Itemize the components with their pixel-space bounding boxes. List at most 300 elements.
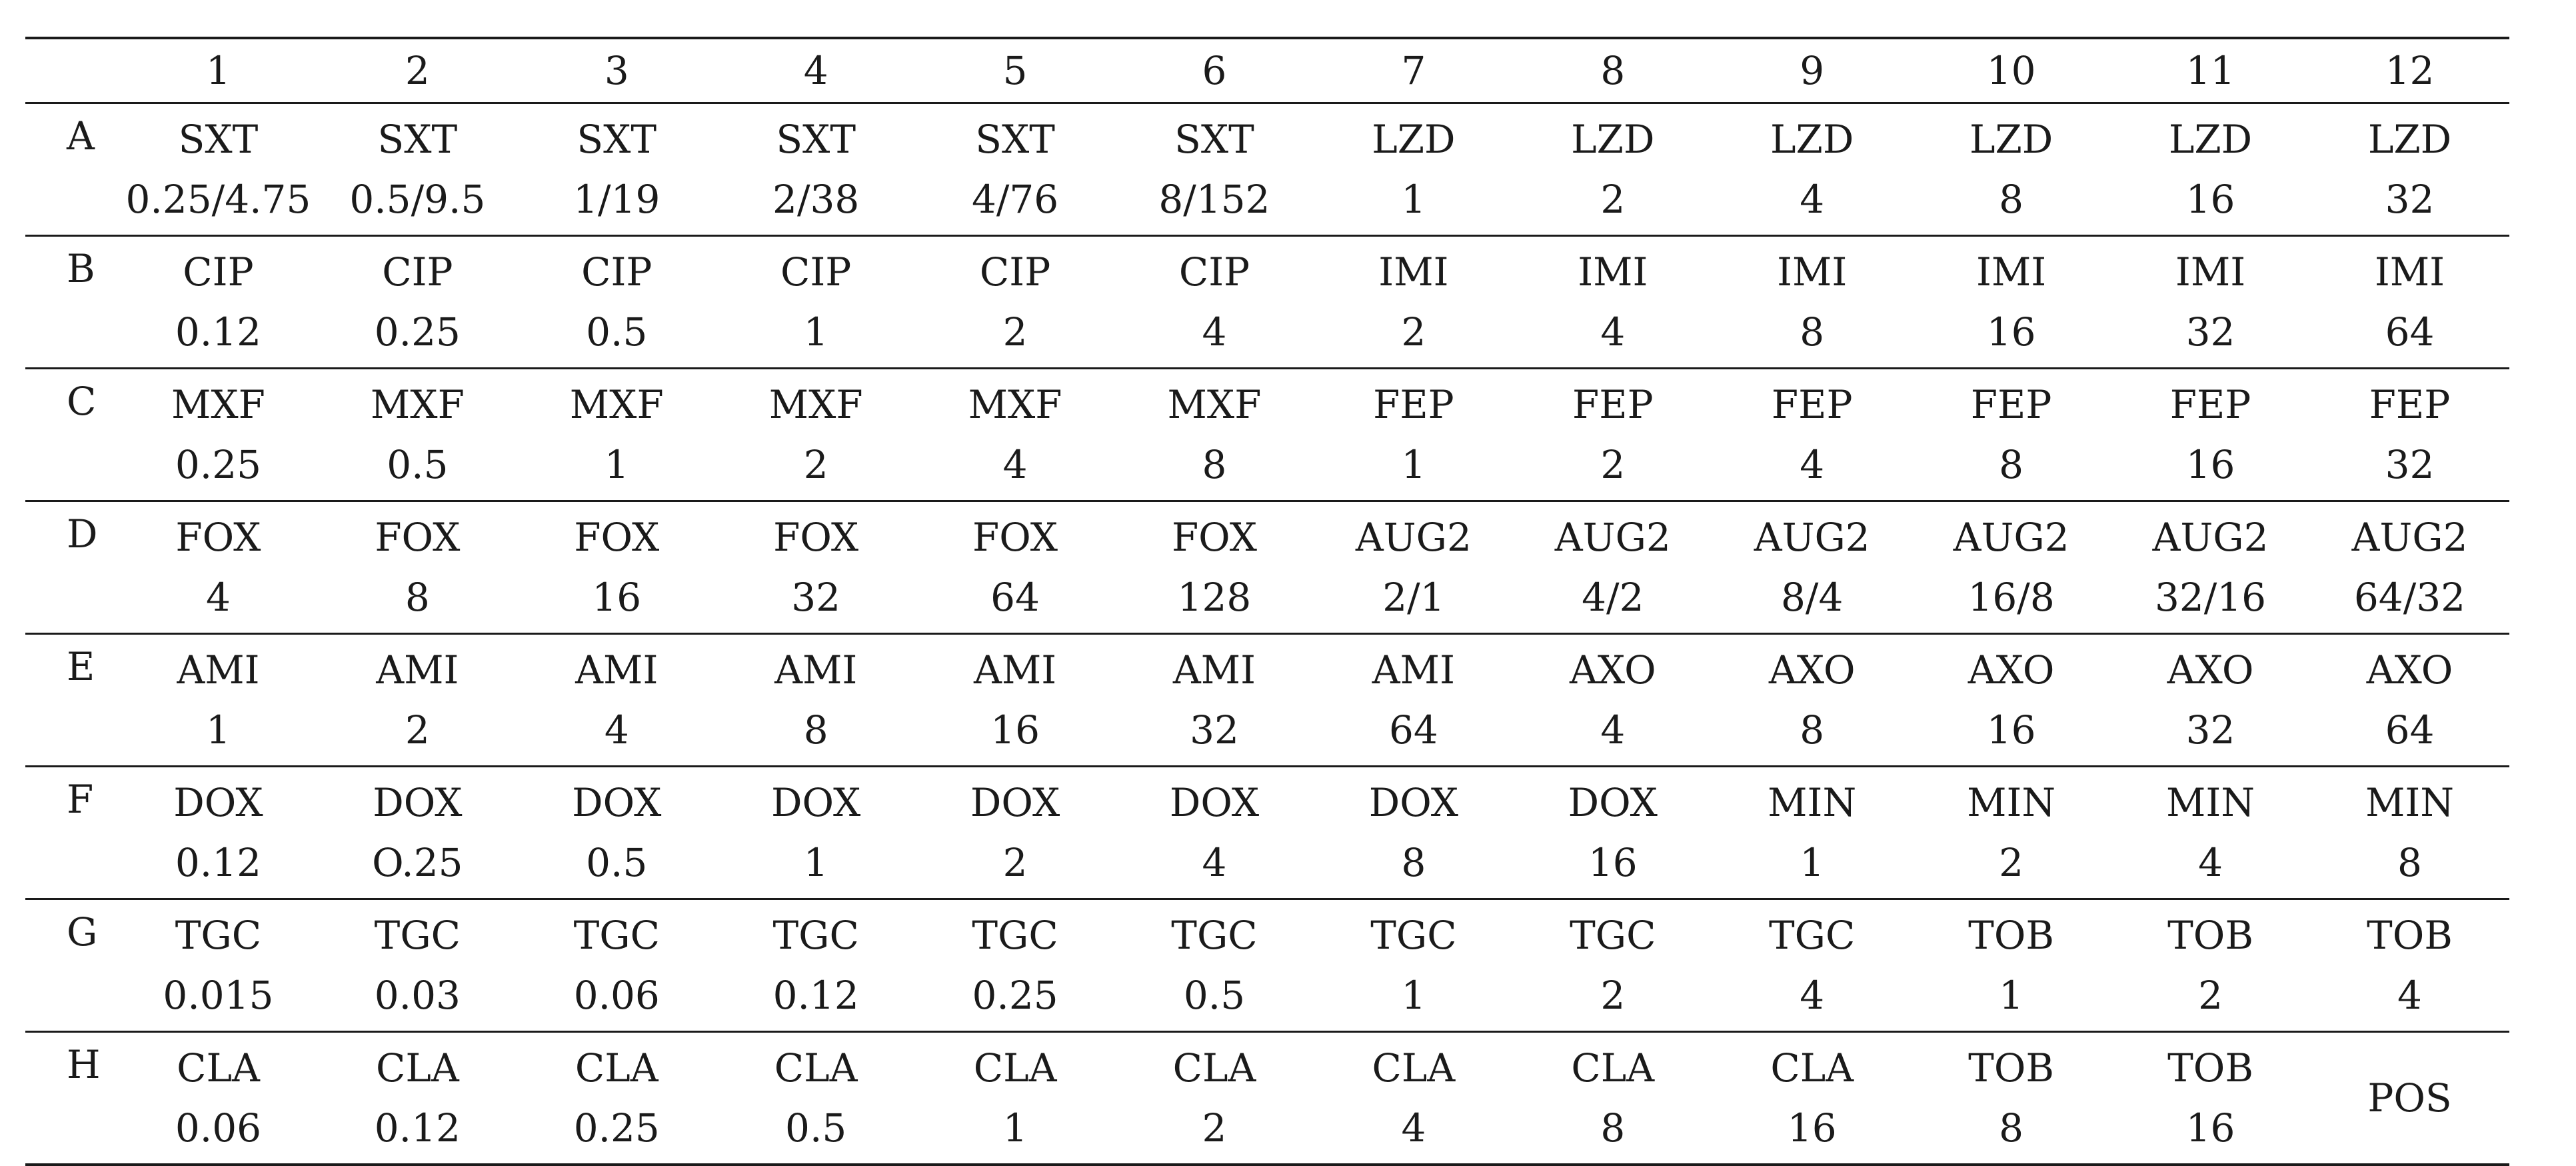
well-content xyxy=(716,242,916,362)
drug-code: LZD xyxy=(1571,117,1655,162)
well-cell xyxy=(1513,1032,1712,1165)
drug-concentration: 0.06 xyxy=(573,973,660,1018)
drug-code: IMI xyxy=(1976,249,2047,295)
drug-concentration: 0.25 xyxy=(573,1105,660,1151)
drug-code: TOB xyxy=(2367,913,2453,958)
column-header: 9 xyxy=(1712,38,1912,103)
well-cell xyxy=(1712,236,1912,369)
well-content xyxy=(1912,242,2111,362)
drug-concentration: 8 xyxy=(1999,442,2024,487)
drug-code: AUG2 xyxy=(1953,515,2069,560)
well-content xyxy=(916,773,1115,893)
well-cell xyxy=(1314,236,1513,369)
well-content xyxy=(1115,905,1314,1025)
drug-code: AMI xyxy=(1372,647,1455,693)
column-header: 7 xyxy=(1314,38,1513,103)
drug-concentration: 2 xyxy=(803,442,828,487)
drug-concentration: 16 xyxy=(2185,177,2235,222)
drug-concentration: 64 xyxy=(2385,707,2435,753)
drug-concentration: 1 xyxy=(604,442,629,487)
drug-concentration: 0.015 xyxy=(163,973,274,1018)
well-cell xyxy=(916,369,1115,501)
drug-concentration: 2 xyxy=(1600,177,1626,222)
well-content xyxy=(916,1038,1115,1158)
well-content xyxy=(716,773,916,893)
drug-concentration: 16 xyxy=(592,575,642,620)
row-label: C xyxy=(25,369,119,501)
drug-code: CLA xyxy=(1571,1045,1655,1091)
drug-code: CLA xyxy=(1172,1045,1256,1091)
well-content xyxy=(1314,905,1513,1025)
well-cell xyxy=(318,103,517,236)
drug-code: TOB xyxy=(1968,913,2055,958)
well-content xyxy=(916,507,1115,627)
drug-concentration: 4 xyxy=(1800,177,1825,222)
well-content xyxy=(318,375,517,495)
drug-concentration: 1 xyxy=(1999,973,2024,1018)
well-cell xyxy=(1513,369,1712,501)
well-cell xyxy=(119,501,318,634)
drug-code: MXF xyxy=(768,382,863,427)
well-content xyxy=(1912,773,2111,893)
well-content xyxy=(318,507,517,627)
drug-concentration: 8 xyxy=(405,575,430,620)
drug-code: SXT xyxy=(975,117,1055,162)
drug-code: IMI xyxy=(1578,249,1648,295)
well-content xyxy=(1912,640,2111,760)
drug-code: FOX xyxy=(972,515,1058,560)
well-cell xyxy=(2310,236,2509,369)
well-content xyxy=(1513,640,1712,760)
well-cell xyxy=(1912,103,2111,236)
well-content xyxy=(1314,1038,1513,1158)
well-cell xyxy=(1912,1032,2111,1165)
well-content xyxy=(716,905,916,1025)
well-cell xyxy=(1314,103,1513,236)
well-cell xyxy=(1712,369,1912,501)
well-cell xyxy=(318,236,517,369)
well-cell xyxy=(916,899,1115,1032)
row-label: D xyxy=(25,501,119,634)
well-content xyxy=(1912,375,2111,495)
drug-code: MIN xyxy=(2365,780,2455,825)
well-cell xyxy=(1115,899,1314,1032)
drug-code: CIP xyxy=(1178,249,1250,295)
well-content xyxy=(2310,640,2509,760)
drug-code: MXF xyxy=(569,382,664,427)
drug-concentration: 2 xyxy=(1401,309,1426,355)
well-cell xyxy=(1115,369,1314,501)
well-cell xyxy=(1314,369,1513,501)
well-cell xyxy=(1712,1032,1912,1165)
well-content xyxy=(318,905,517,1025)
well-content xyxy=(1912,1038,2111,1158)
plate-row xyxy=(25,236,2509,369)
drug-concentration: 4 xyxy=(1002,442,1028,487)
well-cell xyxy=(517,899,716,1032)
drug-concentration: 8 xyxy=(1401,840,1426,885)
drug-code: CIP xyxy=(382,249,453,295)
drug-concentration: 4 xyxy=(2198,840,2223,885)
well-cell xyxy=(716,899,916,1032)
drug-concentration: 4 xyxy=(206,575,231,620)
drug-concentration: 0.5 xyxy=(387,442,449,487)
well-cell xyxy=(1513,236,1712,369)
drug-concentration: 0.06 xyxy=(175,1105,262,1151)
drug-concentration: 8 xyxy=(1800,309,1825,355)
well-cell xyxy=(2310,103,2509,236)
well-content xyxy=(916,242,1115,362)
drug-concentration: 8 xyxy=(803,707,828,753)
well-cell xyxy=(1712,103,1912,236)
well-cell xyxy=(119,236,318,369)
drug-concentration: 1 xyxy=(1800,840,1825,885)
well-content xyxy=(1314,109,1513,229)
drug-concentration: 4 xyxy=(1401,1105,1426,1151)
drug-concentration: 8 xyxy=(1800,707,1825,753)
well-cell xyxy=(1115,103,1314,236)
well-content xyxy=(1115,375,1314,495)
drug-code: CLA xyxy=(177,1045,260,1091)
drug-code: MXF xyxy=(171,382,265,427)
well-cell xyxy=(119,767,318,899)
well-cell xyxy=(1712,501,1912,634)
plate-row xyxy=(25,501,2509,634)
drug-code: AMI xyxy=(973,647,1057,693)
well-content xyxy=(1314,507,1513,627)
plate-row xyxy=(25,767,2509,899)
well-content xyxy=(1115,242,1314,362)
drug-concentration: 0.5 xyxy=(586,309,648,355)
well-cell xyxy=(1712,634,1912,767)
well-content xyxy=(916,109,1115,229)
drug-code: SXT xyxy=(776,117,856,162)
drug-concentration: 1 xyxy=(803,309,828,355)
column-header: 4 xyxy=(716,38,916,103)
drug-code: TGC xyxy=(573,913,660,958)
well-content xyxy=(2111,773,2310,893)
drug-concentration: 0.5/9.5 xyxy=(349,177,486,222)
drug-code: IMI xyxy=(1378,249,1449,295)
plate-body xyxy=(25,103,2509,1165)
well-cell xyxy=(2310,899,2509,1032)
well-cell xyxy=(1912,634,2111,767)
well-cell xyxy=(318,899,517,1032)
well-content xyxy=(2310,242,2509,362)
drug-code: AUG2 xyxy=(1554,515,1671,560)
well-content xyxy=(1115,1038,1314,1158)
well-content xyxy=(1513,242,1712,362)
well-cell xyxy=(716,1032,916,1165)
well-cell xyxy=(1314,767,1513,899)
well-cell xyxy=(318,369,517,501)
plate-row xyxy=(25,369,2509,501)
drug-concentration: 4/2 xyxy=(1582,575,1644,620)
drug-concentration: 4 xyxy=(1800,973,1825,1018)
well-content xyxy=(2310,1068,2509,1128)
well-content xyxy=(318,773,517,893)
well-cell xyxy=(318,501,517,634)
well-content xyxy=(1115,507,1314,627)
drug-code: TGC xyxy=(1769,913,1856,958)
drug-code: CIP xyxy=(183,249,254,295)
drug-concentration: 0.5 xyxy=(586,840,648,885)
drug-code: TGC xyxy=(175,913,262,958)
drug-code: TGC xyxy=(972,913,1058,958)
column-header: 8 xyxy=(1513,38,1712,103)
drug-concentration: 32 xyxy=(1190,707,1239,753)
drug-code: DOX xyxy=(572,780,662,825)
well-content xyxy=(1513,375,1712,495)
drug-code: CLA xyxy=(1770,1045,1854,1091)
drug-code: AMI xyxy=(177,647,260,693)
well-content xyxy=(716,507,916,627)
drug-code: FEP xyxy=(1771,382,1853,427)
drug-code: LZD xyxy=(1969,117,2053,162)
drug-code: AMI xyxy=(1172,647,1256,693)
plate-row xyxy=(25,634,2509,767)
well-content xyxy=(1115,773,1314,893)
drug-concentration: 4 xyxy=(1600,707,1626,753)
well-content xyxy=(119,905,318,1025)
well-content xyxy=(2111,242,2310,362)
drug-concentration: 4 xyxy=(1800,442,1825,487)
drug-code: FOX xyxy=(574,515,660,560)
well-cell xyxy=(1912,236,2111,369)
drug-code: CLA xyxy=(774,1045,858,1091)
drug-concentration: 1 xyxy=(1401,442,1426,487)
well-cell xyxy=(318,1032,517,1165)
row-label: F xyxy=(25,767,119,899)
drug-code: MXF xyxy=(968,382,1062,427)
drug-code: DOX xyxy=(1169,780,1260,825)
drug-concentration: 2 xyxy=(1002,309,1028,355)
well-content xyxy=(119,507,318,627)
drug-code: FEP xyxy=(1373,382,1454,427)
drug-concentration: 4 xyxy=(1600,309,1626,355)
drug-code: LZD xyxy=(1770,117,1854,162)
drug-code: LZD xyxy=(1372,117,1456,162)
drug-concentration: 4 xyxy=(2397,973,2422,1018)
well-content xyxy=(517,773,716,893)
drug-code: DOX xyxy=(373,780,463,825)
well-cell xyxy=(1314,1032,1513,1165)
well-content xyxy=(1712,905,1912,1025)
drug-concentration: 1 xyxy=(1002,1105,1028,1151)
drug-concentration: 1 xyxy=(803,840,828,885)
well-content xyxy=(517,507,716,627)
well-cell xyxy=(517,1032,716,1165)
drug-concentration: 0.25 xyxy=(972,973,1058,1018)
well-cell xyxy=(916,236,1115,369)
well-cell xyxy=(2111,236,2310,369)
well-cell xyxy=(1314,501,1513,634)
drug-concentration: 32 xyxy=(2185,707,2235,753)
well-content xyxy=(318,640,517,760)
row-label: H xyxy=(25,1032,119,1165)
well-content xyxy=(2111,1038,2310,1158)
drug-concentration: 16 xyxy=(2185,442,2235,487)
drug-code: AXO xyxy=(1967,647,2055,693)
row-label: B xyxy=(25,236,119,369)
well-cell xyxy=(2111,1032,2310,1165)
well-cell xyxy=(2111,103,2310,236)
well-content xyxy=(916,640,1115,760)
drug-code: FOX xyxy=(375,515,461,560)
drug-code: MXF xyxy=(370,382,465,427)
column-header: 6 xyxy=(1115,38,1314,103)
drug-code: FOX xyxy=(773,515,859,560)
drug-code: AMI xyxy=(575,647,658,693)
drug-concentration: 32 xyxy=(2385,442,2435,487)
well-cell xyxy=(716,767,916,899)
drug-code: TGC xyxy=(1370,913,1457,958)
drug-concentration: 8 xyxy=(1202,442,1227,487)
well-content xyxy=(716,1038,916,1158)
drug-concentration: 0.5 xyxy=(785,1105,847,1151)
well-content xyxy=(1712,375,1912,495)
drug-code: SXT xyxy=(178,117,259,162)
well-content xyxy=(318,1038,517,1158)
well-cell xyxy=(517,236,716,369)
well-content xyxy=(2111,375,2310,495)
drug-concentration: 16 xyxy=(990,707,1040,753)
well-cell xyxy=(2310,501,2509,634)
drug-concentration: 2 xyxy=(1202,1105,1227,1151)
drug-code: AXO xyxy=(2167,647,2254,693)
drug-concentration: 2/38 xyxy=(772,177,860,222)
drug-concentration: 4/76 xyxy=(971,177,1059,222)
well-cell xyxy=(318,634,517,767)
drug-concentration: 0.5 xyxy=(1183,973,1246,1018)
row-label: G xyxy=(25,899,119,1032)
drug-code: TOB xyxy=(2167,913,2253,958)
well-cell xyxy=(2310,767,2509,899)
drug-code: CLA xyxy=(1372,1045,1456,1091)
drug-concentration: 16 xyxy=(1787,1105,1837,1151)
drug-concentration: 2 xyxy=(1600,973,1626,1018)
well-cell xyxy=(2111,501,2310,634)
drug-concentration: O.25 xyxy=(372,840,463,885)
well-cell xyxy=(916,767,1115,899)
well-cell xyxy=(1513,634,1712,767)
well-content xyxy=(2111,109,2310,229)
well-cell xyxy=(2111,767,2310,899)
drug-concentration: 0.25 xyxy=(175,442,262,487)
drug-code: CLA xyxy=(973,1045,1057,1091)
drug-code: CLA xyxy=(375,1045,459,1091)
drug-concentration: 1 xyxy=(1401,177,1426,222)
drug-concentration: 4 xyxy=(1202,840,1227,885)
well-content xyxy=(1513,507,1712,627)
well-content xyxy=(1712,1038,1912,1158)
drug-concentration: 2 xyxy=(405,707,430,753)
drug-concentration: 32 xyxy=(2185,309,2235,355)
plate-row xyxy=(25,1032,2509,1165)
well-cell xyxy=(119,1032,318,1165)
well-content xyxy=(916,905,1115,1025)
drug-concentration: 16/8 xyxy=(1967,575,2055,620)
drug-code: CIP xyxy=(780,249,852,295)
well-content xyxy=(1513,905,1712,1025)
drug-code: MIN xyxy=(2165,780,2255,825)
drug-concentration: 2 xyxy=(1999,840,2024,885)
drug-concentration: 8 xyxy=(1600,1105,1626,1151)
drug-code: FOX xyxy=(175,515,261,560)
drug-concentration: 32/16 xyxy=(2154,575,2267,620)
drug-code: AMI xyxy=(774,647,858,693)
well-content xyxy=(2111,507,2310,627)
well-content xyxy=(2310,507,2509,627)
well-cell xyxy=(1115,236,1314,369)
plate-row xyxy=(25,103,2509,236)
drug-concentration: 2 xyxy=(2198,973,2223,1018)
well-cell xyxy=(1912,767,2111,899)
well-content xyxy=(2111,640,2310,760)
well-content xyxy=(1314,375,1513,495)
column-header: 3 xyxy=(517,38,716,103)
drug-concentration: 128 xyxy=(1177,575,1252,620)
drug-code: TOB xyxy=(1968,1045,2055,1091)
drug-concentration: 64 xyxy=(990,575,1040,620)
well-content xyxy=(2310,773,2509,893)
well-content xyxy=(517,640,716,760)
drug-concentration: 4 xyxy=(604,707,629,753)
well-content xyxy=(1314,640,1513,760)
well-cell xyxy=(2111,899,2310,1032)
well-cell xyxy=(1912,899,2111,1032)
well-cell xyxy=(318,767,517,899)
well-content xyxy=(1513,109,1712,229)
well-cell xyxy=(1314,899,1513,1032)
drug-concentration: 0.12 xyxy=(175,309,262,355)
drug-code: MIN xyxy=(1967,780,2056,825)
well-content xyxy=(318,109,517,229)
row-label: A xyxy=(25,103,119,236)
row-label: E xyxy=(25,634,119,767)
well-cell xyxy=(1513,501,1712,634)
well-cell xyxy=(716,501,916,634)
well-cell xyxy=(517,767,716,899)
drug-concentration: 8 xyxy=(1999,177,2024,222)
drug-concentration: 64 xyxy=(1388,707,1438,753)
well-content xyxy=(916,375,1115,495)
well-content xyxy=(517,109,716,229)
drug-code: FEP xyxy=(1572,382,1654,427)
drug-code: AUG2 xyxy=(1754,515,1870,560)
well-content xyxy=(1712,507,1912,627)
well-cell xyxy=(916,1032,1115,1165)
drug-code: TGC xyxy=(1570,913,1656,958)
drug-code: AXO xyxy=(1768,647,1856,693)
drug-code: CIP xyxy=(581,249,652,295)
well-cell xyxy=(1115,634,1314,767)
well-content xyxy=(119,242,318,362)
well-cell xyxy=(1115,767,1314,899)
drug-concentration: 0.12 xyxy=(374,1105,461,1151)
drug-code: POS xyxy=(2367,1075,2452,1121)
well-cell xyxy=(2310,634,2509,767)
column-header: 2 xyxy=(318,38,517,103)
well-cell xyxy=(916,634,1115,767)
drug-code: SXT xyxy=(377,117,458,162)
column-header: 11 xyxy=(2111,38,2310,103)
drug-code: DOX xyxy=(1368,780,1459,825)
well-cell xyxy=(119,369,318,501)
column-header: 5 xyxy=(916,38,1115,103)
well-cell xyxy=(1513,767,1712,899)
well-content xyxy=(1712,640,1912,760)
